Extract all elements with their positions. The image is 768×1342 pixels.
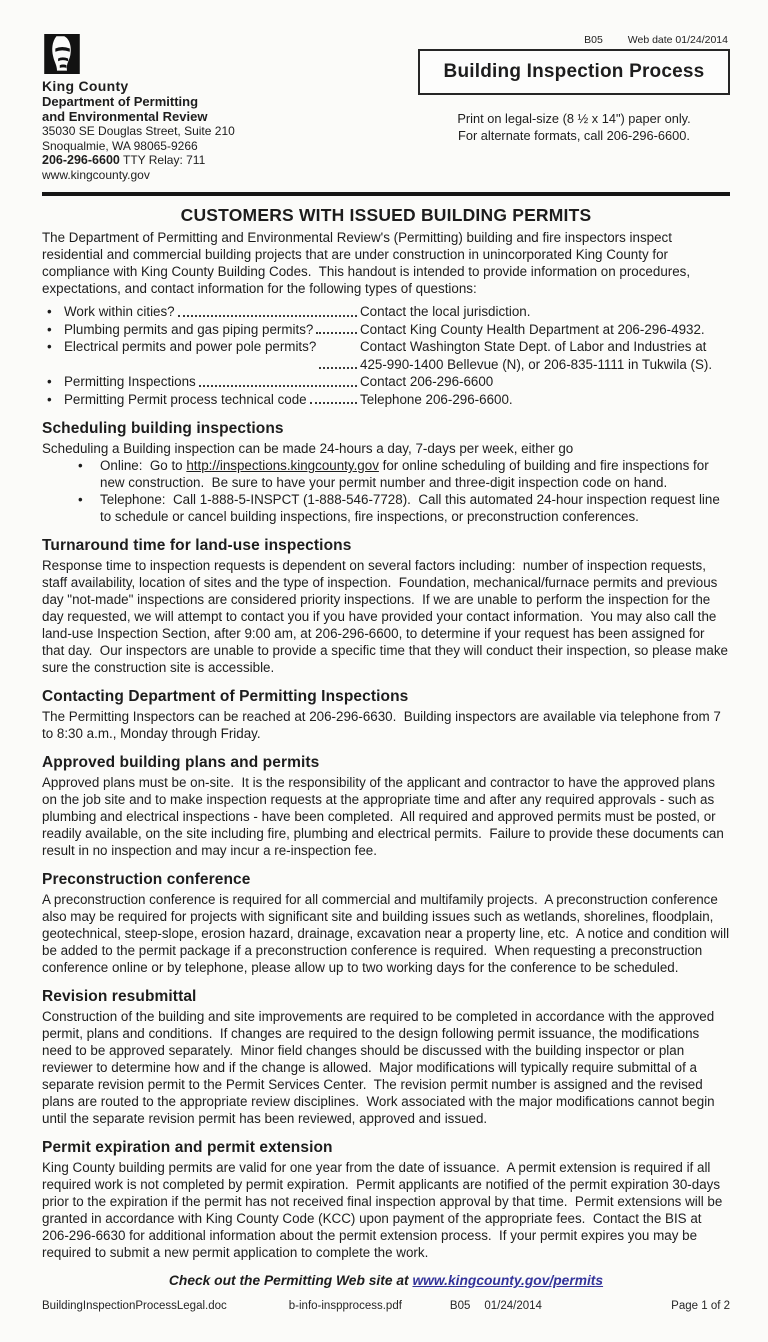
web-date: Web date 01/24/2014 — [627, 34, 728, 46]
section-contacting — [42, 688, 730, 742]
section-heading: Scheduling building inspections — [42, 420, 284, 437]
section-heading: Permit expiration and permit extension — [42, 1139, 333, 1156]
agency-tty: TTY Relay: 711 — [122, 153, 206, 167]
list-item — [42, 391, 730, 409]
agency-phone-line — [42, 153, 372, 168]
permits-website-link[interactable]: www.kingcounty.gov/permits — [412, 1273, 604, 1288]
source-doc-name: BuildingInspectionProcessLegal.doc — [42, 1300, 227, 1312]
option-text-post: for online scheduling of building and fire inspections for new construction. Be sure to have your permit number and three-digit inspection code on hand. — [100, 458, 713, 490]
section-body: King County building permits are valid for one year from the date of issuance. A permit extension is required if all required work is not completed by permit expiration. Permit applicants are notified of the permit expiration 30-days prior to the expiration if the permit has not received final inspection approval by that time. Permit extensions will be granted in accordance with King County Code (KCC) upon payment of the appropriate fees. Contact the BIS at 206-296-6630 for additional information about the permit extension process. If your permit expires you may be required to submit a new permit application to complete the work. — [42, 1160, 727, 1260]
agency-address-line1: 35030 SE Douglas Street, Suite 210 — [42, 124, 235, 138]
agency-dept-line1: Department of Permitting — [42, 94, 199, 109]
option-text-pre: Online: Go to — [100, 458, 187, 473]
agency-website[interactable]: www.kingcounty.gov — [42, 168, 150, 182]
doc-code: B05 — [584, 34, 603, 46]
print-note — [418, 110, 730, 144]
section-intro: Scheduling a Building inspection can be made 24-hours a day, 7-days per week, either go — [42, 441, 574, 456]
document-title: Building Inspection Process — [418, 49, 730, 95]
contact-question-list — [42, 303, 730, 408]
document-footer — [42, 1300, 730, 1312]
header-divider — [42, 192, 730, 196]
section-approved-plans — [42, 754, 730, 859]
section-heading: Approved building plans and permits — [42, 754, 320, 771]
bullet-icon: • — [78, 492, 83, 507]
dot-leader — [199, 373, 357, 387]
promo-text: Check out the Permitting Web site at — [168, 1273, 413, 1288]
contact-question: Electrical permits and power pole permits? — [64, 339, 317, 354]
contact-question: Work within cities? — [64, 304, 175, 319]
online-option-text — [100, 457, 730, 491]
pdf-file-name: b-info-inspprocess.pdf — [288, 1300, 402, 1312]
agency-phone: 206-296-6600 — [42, 153, 120, 167]
agency-dept-line2: and Environmental Review — [42, 109, 208, 124]
title-block — [418, 34, 730, 144]
contact-answer: Contact King County Health Department at 206-296-4932. — [360, 321, 705, 337]
contact-question: Permitting Inspections — [64, 374, 196, 389]
contact-answer: Contact the local jurisdiction. — [360, 304, 531, 319]
contact-question: Permitting Permit process technical code — [64, 391, 307, 407]
print-note-line1: Print on legal-size (8 ½ x 14") paper only. — [457, 111, 691, 126]
dot-leader — [316, 321, 357, 335]
bullet-icon: • — [47, 321, 52, 337]
section-heading: Contacting Department of Permitting Inspections — [42, 688, 409, 705]
contact-answer: Telephone 206-296-6600. — [360, 391, 513, 407]
list-item — [42, 338, 730, 373]
list-item — [42, 491, 730, 525]
contact-answer: Contact 206-296-6600 — [360, 374, 494, 389]
section-turnaround — [42, 537, 730, 676]
intro-paragraph: The Department of Permitting and Environmental Review's (Permitting) building and fire inspectors inspect residential and commercial building projects that are under construction in unincorporated King County for compliance with King County Building Codes. This handout is intended to provide information on procedures, expectations, and contact information for the following types of questions: — [42, 230, 694, 296]
agency-name: King County — [42, 78, 129, 94]
section-preconstruction — [42, 871, 733, 976]
bullet-icon: • — [47, 304, 52, 319]
section-body: Construction of the building and site improvements are required to be completed in accordance with the approved permit, plans and conditions. If changes are required to the design following permit issuance, the modifications need to be approved separately. Minor field changes should be discussed with the building inspector or plan reviewer to determine how and if the change is allowed. Major modifications will typically require submittal of a separate revision permit to the Permit Services Center. The revision permit number is assigned and the revised plans are routed to the appropriate review disciplines. Work associated with the major modifications cannot begin until the separate revision permit has been reviewed, approved and issued. — [42, 1009, 719, 1126]
section-body: Response time to inspection requests is dependent on several factors including: number of inspection requests, staff availability, location of sites and the type of inspection. Foundation, mechanical/furnace permits and previous day "not-made" inspections are considered priority inspections. If we are unable to perform the inspection for the day requested, we will attempt to contact you if you have provided your contact information. You may also call the land-use Inspection Section, after 9:00 am, at 206-296-6600, to determine if your request has been assigned for that day. Our inspectors are unable to provide a specific time that they will conduct their inspection, so please make sure the construction site is accessible. — [42, 558, 732, 675]
contact-answer: Contact Washington State Dept. of Labor and Industries at 425-990-1400 Bellevue (N), or 206-835-1111 in Tukwila (S). — [360, 339, 713, 372]
doc-code-line — [418, 34, 730, 46]
list-item — [42, 303, 730, 321]
section-body: A preconstruction conference is required for all commercial and multifamily projects. A preconstruction conference also may be required for projects with significant site and building issues such as wetlands, shorelines, floodplain, geotechnical, steep-slope, erosion hazard, drainage, excavation near a property line, etc. A notice and condition will be added to the permit package if a preconstruction conference is required. When requesting a preconstruction conference online or by telephone, please allow up to two working days for the conference to be scheduled. — [42, 892, 733, 975]
scheduling-options-list — [42, 457, 730, 525]
list-item — [42, 321, 730, 339]
bullet-icon: • — [78, 458, 83, 473]
document-header — [42, 34, 730, 183]
agency-block — [42, 34, 372, 183]
list-item — [42, 457, 730, 491]
footer-doc-code: B05 — [449, 1300, 471, 1312]
page-title: CUSTOMERS WITH ISSUED BUILDING PERMITS — [180, 205, 592, 225]
section-scheduling — [42, 420, 730, 525]
section-body: Approved plans must be on-site. It is the responsibility of the applicant and contractor to have the approved plans on the job site and to make inspection requests at the appropriate time and after any required approvals - such as plumbing and electrical inspections - have been completed. All required and approved permits must be posted, or readily available, on the site including fire, plumbing and electrical permits. Failure to provide these documents can result in no inspection and may incur a re-inspection fee. — [42, 775, 728, 858]
dot-leader — [319, 338, 357, 369]
section-revision — [42, 988, 730, 1127]
section-body: The Permitting Inspectors can be reached at 206-296-6630. Building inspectors are available via telephone from 7 to 8:30 a.m., Monday through Friday. — [42, 709, 725, 741]
section-heading: Preconstruction conference — [42, 871, 251, 888]
page-indicator: Page 1 of 2 — [671, 1300, 730, 1312]
footer-date: 01/24/2014 — [484, 1300, 542, 1312]
bullet-icon: • — [47, 339, 52, 354]
bullet-icon: • — [47, 391, 52, 407]
telephone-option-text: Telephone: Call 1-888-5-INSPCT (1-888-546-7728). Call this automated 24-hour inspection request line to schedule or cancel building inspections, fire inspections, or preconstruction conferences. — [100, 492, 724, 524]
section-expiration — [42, 1139, 730, 1261]
section-heading: Turnaround time for land-use inspections — [42, 537, 352, 554]
permitting-website-promo — [42, 1273, 730, 1288]
inspections-link[interactable]: http://inspections.kingcounty.gov — [186, 458, 379, 473]
agency-address-line2: Snoqualmie, WA 98065-9266 — [42, 138, 198, 153]
list-item — [42, 373, 730, 391]
bullet-icon: • — [47, 374, 52, 389]
contact-question: Plumbing permits and gas piping permits? — [64, 321, 314, 337]
print-note-line2: For alternate formats, call 206-296-6600. — [458, 128, 690, 143]
dot-leader — [178, 303, 357, 317]
king-county-logo-icon — [42, 34, 82, 74]
section-heading: Revision resubmittal — [42, 988, 197, 1005]
dot-leader — [310, 391, 357, 405]
